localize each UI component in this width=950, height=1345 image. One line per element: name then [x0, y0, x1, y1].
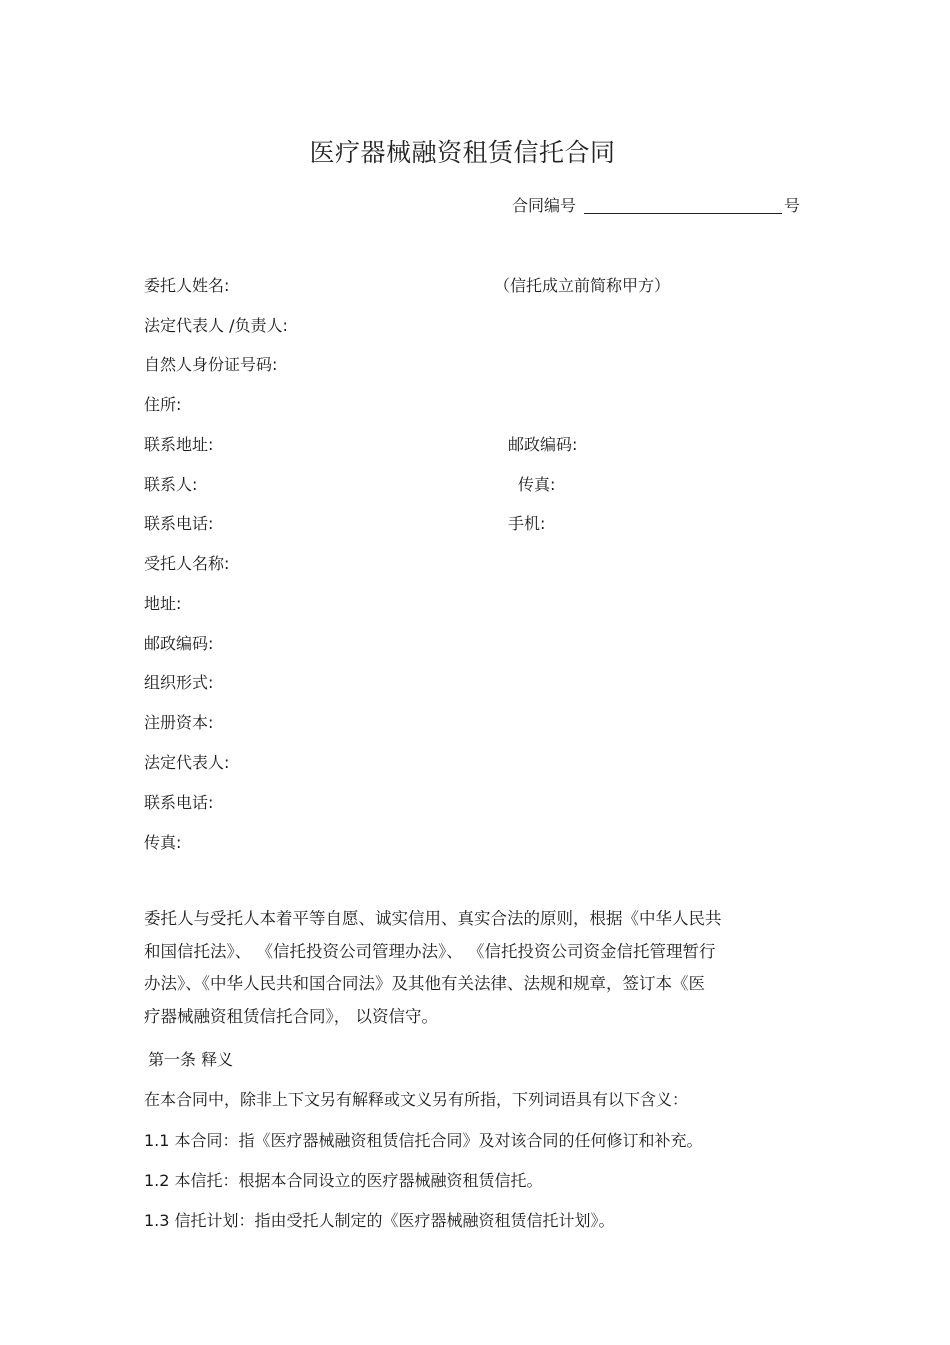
- preamble-paragraph: [144, 903, 794, 1033]
- preamble-line: 委托人与受托人本着平等自愿、诚实信用、真实合法的原则，根据《中华人民共: [144, 909, 722, 928]
- contract-number-label: 合同编号: [512, 196, 577, 215]
- fax-label: 传真:: [518, 475, 556, 494]
- article-1-heading: 第一条 释义: [148, 1050, 234, 1069]
- postal-code-label: 邮政编码:: [508, 435, 578, 454]
- trustee-phone-label: 联系电话:: [144, 793, 214, 812]
- preamble-line: 疗器械融资租赁信托合同》， 以资信守。: [144, 1006, 438, 1026]
- definition-item: 1.1 本合同：指《医疗器械融资租赁信托合同》及对该合同的任何修订和补充。: [144, 1131, 703, 1150]
- definition-item: 1.2 本信托：根据本合同设立的医疗器械融资租赁信托。: [144, 1171, 543, 1190]
- legal-rep-label: 法定代表人 /负责人:: [144, 316, 288, 335]
- trustor-name-label: 委托人姓名:: [144, 276, 230, 295]
- id-number-label: 自然人身份证号码:: [144, 355, 278, 374]
- residence-label: 住所:: [144, 395, 182, 414]
- registered-capital-label: 注册资本:: [144, 713, 214, 732]
- definition-item: 1.3 信托计划：指由受托人制定的《医疗器械融资租赁信托计划》。: [144, 1211, 615, 1230]
- contract-number-suffix: 号: [784, 196, 801, 215]
- phone-label: 联系电话:: [144, 514, 214, 533]
- trustee-legal-rep-label: 法定代表人:: [144, 753, 230, 772]
- trustee-address-label: 地址:: [144, 594, 182, 613]
- contact-address-label: 联系地址:: [144, 435, 214, 454]
- contract-number-blank: [584, 197, 782, 214]
- mobile-label: 手机:: [508, 514, 546, 533]
- trustee-postal-code-label: 邮政编码:: [144, 634, 214, 653]
- trustor-note: （信托成立前简称甲方）: [494, 276, 671, 295]
- contact-person-label: 联系人:: [144, 475, 198, 494]
- org-form-label: 组织形式:: [144, 673, 214, 692]
- preamble-line: 和国信托法》、 《信托投资公司管理办法》、 《信托投资公司资金信托管理暂行: [144, 941, 716, 961]
- contract-number-line: [512, 193, 800, 216]
- trustee-name-label: 受托人名称:: [144, 554, 230, 573]
- preamble-line: 办法》、《中华人民共和国合同法》及其他有关法律、法规和规章，签订本《医: [144, 974, 705, 993]
- trustee-fax-label: 传真:: [144, 833, 182, 852]
- document-title: 医疗器械融资租赁信托合同: [309, 138, 616, 167]
- article-1-intro: 在本合同中，除非上下文另有解释或文义另有所指，下列词语具有以下含义：: [144, 1090, 689, 1109]
